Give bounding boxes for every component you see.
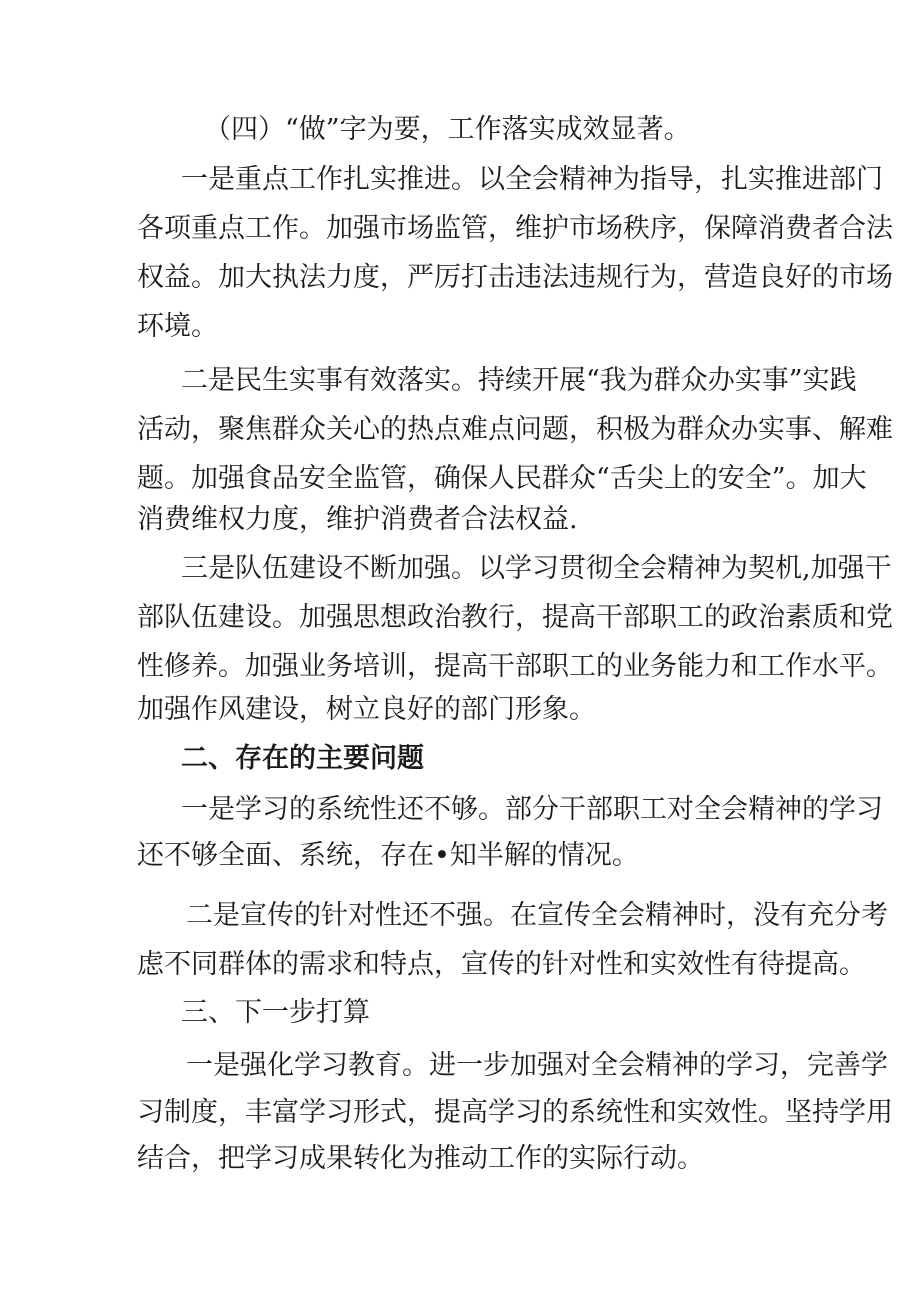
subheading-four: （四）“做”字为要，工作落实成效显著。 (204, 114, 691, 145)
paragraph-line: 题。加强食品安全监管，确保人民群众“舌尖上的安全”。加大 (137, 463, 867, 494)
section-heading-next-steps: 三、下一步打算 (181, 997, 370, 1028)
paragraph-line: 加强作风建设，树立良好的部门形象。 (137, 694, 596, 725)
paragraph-line: 二是宣传的针对性还不强。在宣传全会精神时，没有充分考 (186, 900, 888, 931)
paragraph-line: 部队伍建设。加强思想政治教行，提高干部职工的政治素质和党 (137, 602, 893, 633)
paragraph-line: 权益。加大执法力度，严厉打击违法违规行为，营造良好的市场 (137, 262, 893, 293)
paragraph-line: 消费维权力度，维护消费者合法权益. (137, 504, 578, 535)
paragraph-line: 活动，聚焦群众关心的热点难点问题，积极为群众办实事、解难 (137, 414, 893, 445)
paragraph-line: 三是队伍建设不断加强。以学习贯彻全会精神为契机,加强干 (181, 553, 892, 584)
paragraph-line: 习制度，丰富学习形式，提高学习的系统性和实效性。坚持学用 (137, 1097, 893, 1128)
paragraph-line: 一是重点工作扎实推进。以全会精神为指导，扎实推进部门 (181, 164, 883, 195)
paragraph-line: 一是强化学习教育。进一步加强对全会精神的学习，完善学 (186, 1050, 888, 1081)
paragraph-line: 各项重点工作。加强市场监管，维护市场秩序，保障消费者合法 (137, 213, 893, 244)
paragraph-line: 还不够全面、系统，存在•知半解的情况。 (137, 840, 639, 871)
section-heading-problems: 二、存在的主要问题 (181, 743, 424, 774)
paragraph-line: 性修养。加强业务培训，提高干部职工的业务能力和工作水平。 (137, 651, 893, 682)
paragraph-line: 环境。 (137, 311, 218, 342)
paragraph-line: 虑不同群体的需求和特点，宣传的针对性和实效性有待提高。 (137, 949, 866, 980)
paragraph-line: 结合，把学习成果转化为推动工作的实际行动。 (137, 1143, 704, 1174)
paragraph-line: 二是民生实事有效落实。持续开展“我为群众办实事”实践 (181, 365, 857, 396)
paragraph-line: 一是学习的系统性还不够。部分干部职工对全会精神的学习 (181, 794, 883, 825)
